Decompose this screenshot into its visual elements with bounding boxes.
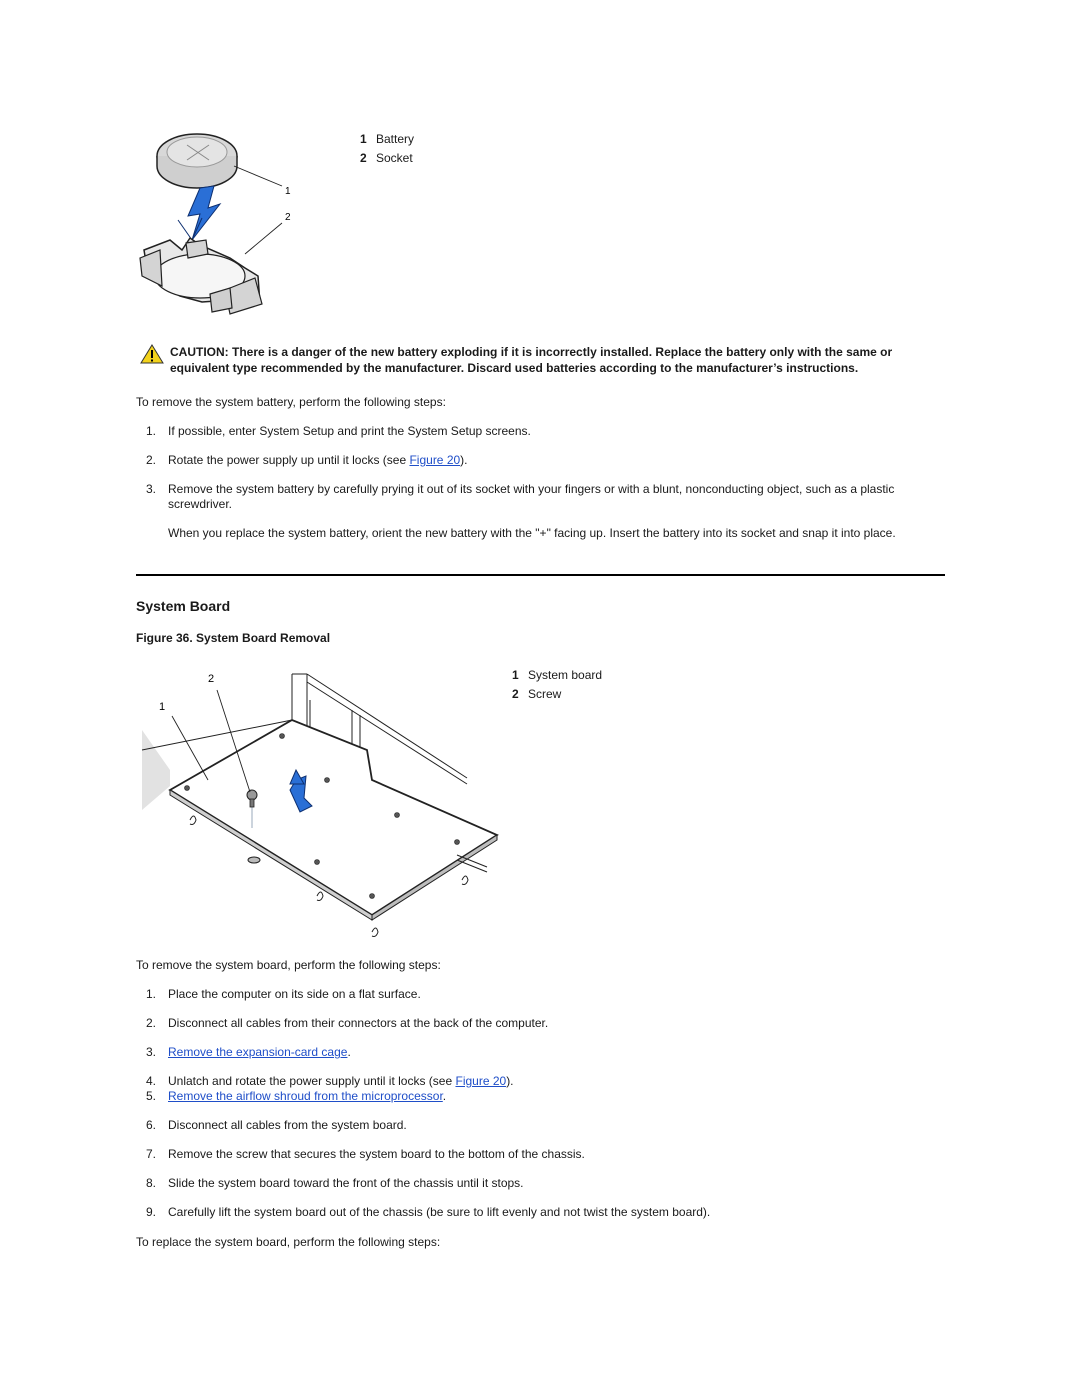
expansion-card-cage-link[interactable]: Remove the expansion-card cage — [168, 1045, 348, 1059]
section-heading: System Board — [136, 598, 231, 614]
system-board-illustration — [132, 660, 502, 945]
step-number: 4. — [146, 1074, 157, 1088]
caution-notice — [140, 344, 950, 376]
step-number: 6. — [146, 1118, 157, 1132]
list-item — [146, 1118, 936, 1133]
step-text: Remove the screw that secures the system board to the bottom of the chassis. — [168, 1147, 585, 1161]
step-text: Disconnect all cables from their connectors at the back of the computer. — [168, 1016, 549, 1030]
list-item — [146, 424, 936, 439]
list-item — [146, 1089, 936, 1104]
step-number: 8. — [146, 1176, 157, 1190]
step-number: 2. — [146, 453, 157, 467]
step-text-pre: Unlatch and rotate the power supply until it locks (see — [168, 1074, 456, 1088]
legend-label: System board — [528, 668, 603, 682]
step-text — [168, 1045, 936, 1060]
list-item — [146, 1074, 936, 1089]
section-divider — [136, 574, 945, 576]
insert-arrow-icon — [178, 186, 220, 240]
step-text: Disconnect all cables from the system board. — [168, 1118, 407, 1132]
step-number: 9. — [146, 1205, 157, 1219]
list-item — [146, 1205, 936, 1220]
step-text-post: . — [347, 1045, 351, 1059]
legend-row — [360, 130, 414, 149]
list-item — [146, 1176, 936, 1191]
airflow-shroud-link[interactable]: Remove the airflow shroud from the microprocessor — [168, 1089, 443, 1103]
battery-figure-legend — [360, 130, 414, 167]
step-number: 2. — [146, 1016, 157, 1030]
legend-row — [512, 666, 602, 685]
figure-20-link[interactable]: Figure 20 — [409, 453, 461, 467]
legend-number: 1 — [512, 668, 519, 682]
step-text-post: . — [442, 1089, 447, 1103]
warning-triangle-icon — [140, 344, 164, 364]
battery-note — [146, 526, 936, 541]
figure-20-link[interactable]: Figure 20 — [455, 1074, 507, 1088]
step-text: Remove the system battery by carefully prying it out of its socket with your fingers or with a blunt, nonconducting object, such as a plastic screwdriver. — [168, 482, 895, 511]
battery-socket-illustration — [130, 118, 305, 328]
list-item — [146, 1147, 936, 1162]
step-number: 1. — [146, 424, 157, 438]
list-item — [146, 1016, 936, 1031]
step-text — [168, 453, 936, 468]
callout-2: 2 — [208, 673, 215, 685]
step-text-pre: Rotate the power supply up until it locks (see — [168, 453, 410, 467]
legend-number: 1 — [360, 132, 367, 146]
legend-label: Screw — [528, 686, 562, 701]
list-item — [146, 1045, 936, 1060]
list-item — [146, 482, 936, 512]
legend-row — [512, 685, 602, 704]
step-number: 3. — [146, 482, 157, 496]
figure-caption: Figure 36. System Board Removal — [136, 631, 331, 645]
callout-2: 2 — [285, 212, 291, 223]
step-text-post: ). — [506, 1074, 514, 1088]
legend-number: 2 — [360, 150, 367, 165]
step-number: 7. — [146, 1147, 157, 1161]
caution-text: CAUTION: There is a danger of the new battery exploding if it is incorrectly installed. Replace the battery only with the same or equivalent type recommended by the manufacturer. Discard used batteries according to the manufacturer’s instructions. — [170, 345, 893, 375]
step-number: 1. — [146, 987, 157, 1001]
step-text — [168, 1074, 936, 1089]
callout-1: 1 — [159, 701, 166, 713]
board-outro: To replace the system board, perform the following steps: — [136, 1235, 441, 1249]
battery-intro: To remove the system battery, perform the following steps: — [136, 395, 446, 409]
note-text: When you replace the system battery, orient the new battery with the "+" facing up. Insert the battery into its socket and snap it into place. — [168, 526, 896, 540]
legend-row — [360, 149, 414, 168]
board-figure-legend — [512, 666, 602, 703]
step-text: Slide the system board toward the front of the chassis until it stops. — [168, 1176, 524, 1190]
callout-1: 1 — [285, 186, 291, 197]
list-item — [146, 987, 936, 1002]
legend-label: Socket — [376, 150, 413, 165]
step-text: Carefully lift the system board out of the chassis (be sure to lift evenly and not twist the system board). — [168, 1205, 711, 1219]
step-text-post: ). — [460, 453, 468, 467]
step-text — [168, 1089, 936, 1104]
step-number: 5. — [146, 1089, 157, 1103]
legend-label: Battery — [376, 132, 415, 146]
step-text: Place the computer on its side on a flat surface. — [168, 987, 421, 1001]
legend-number: 2 — [512, 686, 519, 701]
step-text: If possible, enter System Setup and print the System Setup screens. — [168, 424, 531, 438]
board-intro: To remove the system board, perform the following steps: — [136, 958, 441, 972]
list-item — [146, 453, 936, 468]
step-number: 3. — [146, 1045, 157, 1059]
